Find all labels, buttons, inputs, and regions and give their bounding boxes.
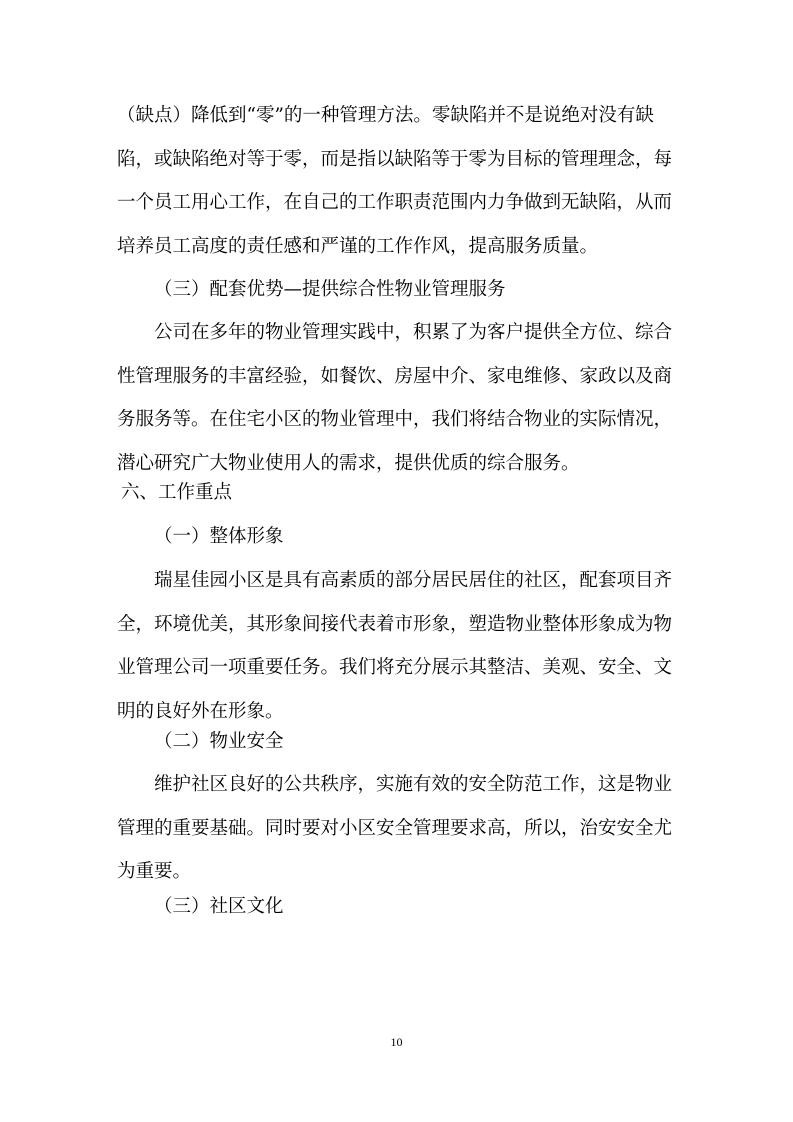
text-line: 全，环境优美，其形象间接代表着市形象，塑造物业整体形象成为物 bbox=[117, 613, 673, 635]
subheading-supporting-advantage bbox=[117, 268, 683, 312]
text-line: 管理的重要基础。同时要对小区安全管理要求高，所以，治安安全尤 bbox=[117, 817, 673, 839]
text-line: （缺点）降低到“零”的一种管理方法。零缺陷并不是说绝对没有缺 bbox=[117, 105, 654, 126]
page-number: 10 bbox=[390, 1035, 403, 1049]
text-line: 一个员工用心工作，在自己的工作职责范围内力争做到无缺陷，从而 bbox=[117, 192, 673, 214]
text-line: 潜心研究广大物业使用人的需求，提供优质的综合服务。 bbox=[117, 452, 580, 474]
text-line: 明的良好外在形象。 bbox=[117, 700, 284, 722]
subheading-text: （三）社区文化 bbox=[154, 896, 284, 917]
subheading-text: （三）配套优势—提供综合性物业管理服务 bbox=[154, 279, 506, 300]
text-line: 瑞星佳园小区是具有高素质的部分居民居住的社区，配套项目齐 bbox=[154, 570, 673, 591]
subheading-text: （二）物业安全 bbox=[154, 731, 284, 752]
text-line: 性管理服务的丰富经验，如餐饮、房屋中介、家电维修、家政以及商 bbox=[117, 365, 673, 387]
paragraph-continuation bbox=[117, 94, 683, 268]
paragraph-company-experience bbox=[117, 311, 683, 485]
subheading-overall-image bbox=[117, 515, 683, 559]
text-line: 为重要。 bbox=[117, 861, 192, 883]
text-line: 公司在多年的物业管理实践中，积累了为客户提供全方位、综合 bbox=[154, 322, 673, 343]
paragraph-community-image bbox=[117, 559, 683, 733]
paragraph-security bbox=[117, 763, 683, 894]
text-line: 陷，或缺陷绝对等于零，而是指以缺陷等于零为目标的管理理念，每 bbox=[117, 148, 673, 170]
subheading-text: （一）整体形象 bbox=[154, 526, 284, 547]
text-line: 务服务等。在住宅小区的物业管理中，我们将结合物业的实际情况， bbox=[117, 409, 673, 431]
text-line: 业管理公司一项重要任务。我们将充分展示其整洁、美观、安全、文 bbox=[117, 657, 673, 679]
text-line: 培养员工高度的责任感和严谨的工作作风，提高服务质量。 bbox=[117, 235, 599, 257]
section-heading-work-focus bbox=[117, 471, 683, 515]
section-heading-text: 六、工作重点 bbox=[121, 482, 233, 503]
text-line: 维护社区良好的公共秩序，实施有效的安全防范工作，这是物业 bbox=[154, 774, 673, 795]
subheading-property-security bbox=[117, 720, 683, 764]
subheading-community-culture bbox=[117, 885, 683, 929]
